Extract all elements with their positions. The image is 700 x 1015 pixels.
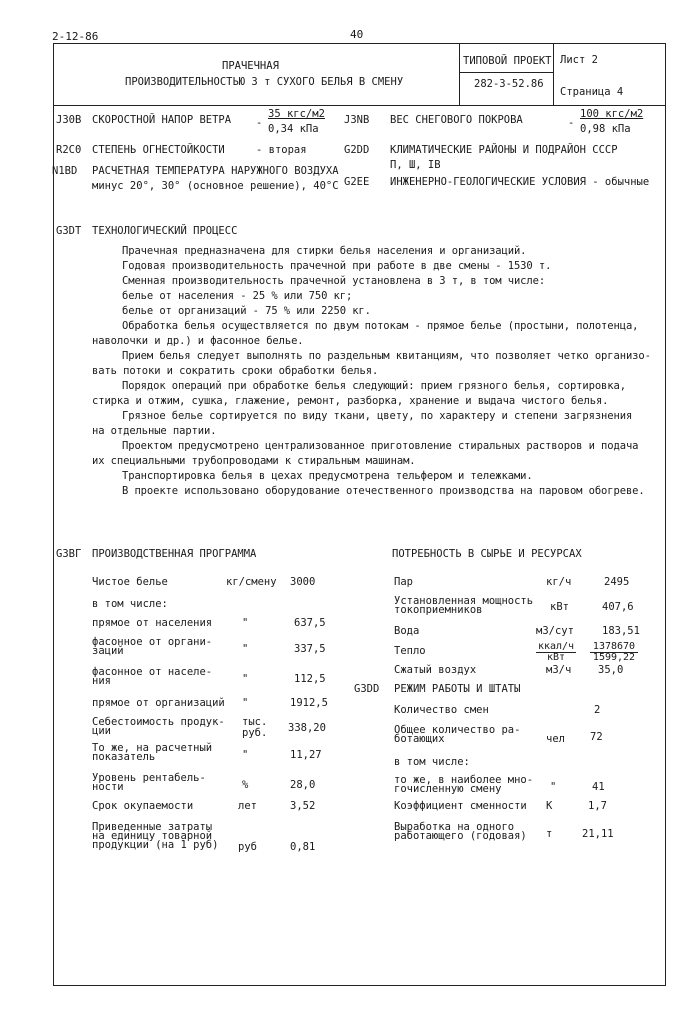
staff-row-value: 72 xyxy=(590,731,603,743)
program-row-name: ния xyxy=(92,675,111,687)
program-row-name: фасонное от органи- xyxy=(92,636,213,648)
resource-row-value: 407,6 xyxy=(602,601,634,613)
process-line: Транспортировка белья в цехах предусмотрена тельфером и тележками. xyxy=(122,470,533,482)
fire-label: СТЕПЕНЬ ОГНЕСТОЙКОСТИ xyxy=(92,144,225,156)
program-row-name: ции xyxy=(92,725,111,737)
heat-unit-fraction xyxy=(536,642,576,663)
process-line: Прием белья следует выполнять по раздельным квитанциям, что позволяет четко организо- xyxy=(122,350,651,362)
resource-row-unit: м3/сут xyxy=(536,625,574,637)
staff-row-name: ботающих xyxy=(394,733,445,745)
program-code: G3BГ xyxy=(56,548,82,560)
staff-row-value: 2 xyxy=(594,704,601,716)
date-stamp: 2-12-86 xyxy=(52,30,99,43)
staff-row-unit: " xyxy=(550,781,557,793)
program-row-name: Срок окупаемости xyxy=(92,800,194,812)
header-vdivider-1 xyxy=(459,43,460,105)
program-row-value: 637,5 xyxy=(294,617,326,629)
page-label: Страница 4 xyxy=(560,86,624,98)
resource-row-name: Пар xyxy=(394,576,413,588)
staff-row-value: 41 xyxy=(592,781,605,793)
process-line: Обработка белья осуществляется по двум потокам - прямое белье (простыни, полотенца, xyxy=(122,320,639,332)
program-row-name: продукции (на 1 руб) xyxy=(92,839,219,851)
resource-row-unit: кВт xyxy=(550,601,569,613)
header-hdivider xyxy=(459,72,553,73)
resource-row-name: Установленная мощность xyxy=(394,595,534,607)
geo-label: ИНЖЕНЕРНО-ГЕОЛОГИЧЕСКИЕ УСЛОВИЯ - обычные xyxy=(390,176,650,188)
program-row-unit: % xyxy=(242,779,249,791)
staff-row-name: в том числе: xyxy=(394,756,470,768)
program-row-unit: " xyxy=(242,697,249,709)
process-line: Грязное белье сортируется по виду ткани, цвету, по характеру и степени загрязнения xyxy=(122,410,633,422)
staff-row-name: то же, в наиболее мно- xyxy=(394,774,534,786)
resource-row-unit: м3/ч xyxy=(546,664,572,676)
snow-dash: - xyxy=(568,117,575,129)
staff-row-unit: чел xyxy=(546,733,565,745)
process-line: Годовая производительность прачечной при работе в две смены - 1530 т. xyxy=(122,260,552,272)
program-row-unit: лет xyxy=(238,800,257,812)
staff-title: РЕЖИМ РАБОТЫ И ШТАТЫ xyxy=(394,683,521,695)
heat-value-numerator: 1378670 xyxy=(590,642,638,653)
resource-row-value: 35,0 xyxy=(598,664,624,676)
staff-row-unit: К xyxy=(546,800,553,812)
heat-value-fraction xyxy=(590,642,638,663)
program-row-unit: руб xyxy=(238,841,257,853)
program-title: ПРОИЗВОДСТВЕННАЯ ПРОГРАММА xyxy=(92,548,257,560)
climate-regions: П, Ш, IВ xyxy=(390,159,441,171)
sheet-label: Лист 2 xyxy=(560,54,598,66)
temp-label: РАСЧЕТНАЯ ТЕМПЕРАТУРА НАРУЖНОГО ВОЗДУХА xyxy=(92,165,339,177)
staff-row-name: Количество смен xyxy=(394,704,489,716)
wind-value-kgs: 35 кгс/м2 xyxy=(268,108,325,120)
program-row-name: фасонное от населе- xyxy=(92,666,213,678)
staff-row-unit: т xyxy=(546,828,553,840)
process-line: Порядок операций при обработке белья следующий: прием грязного белья, сортировка, xyxy=(122,380,626,392)
program-row-unit: " xyxy=(242,617,249,629)
wind-code: J30B xyxy=(56,114,82,126)
page-number: 40 xyxy=(350,28,364,41)
process-line: Прачечная предназначена для стирки белья населения и организаций. xyxy=(122,245,527,257)
wind-label: СКОРОСТНОЙ НАПОР ВЕТРА xyxy=(92,114,232,126)
program-row-name: То же, на расчетный xyxy=(92,742,213,754)
program-row-name: заций xyxy=(92,645,124,657)
process-line: белье от организаций - 75 % или 2250 кг. xyxy=(122,305,371,317)
staff-row-name: Выработка на одного xyxy=(394,821,515,833)
snow-value-kgs: 100 кгс/м2 xyxy=(580,108,644,120)
staff-row-name: гочисленную смену xyxy=(394,783,502,795)
resource-row-name: Сжатый воздух xyxy=(394,664,477,676)
climate-code: G2DD xyxy=(344,144,370,156)
resources-title: ПОТРЕБНОСТЬ В СЫРЬЕ И РЕСУРСАХ xyxy=(392,548,582,560)
temp-values: минус 20°, 30° (основное решение), 40°С xyxy=(92,180,339,192)
staff-row-name: работающего (годовая) xyxy=(394,830,527,842)
resource-row-unit: кг/ч xyxy=(546,576,572,588)
resource-row-name: токоприемников xyxy=(394,604,483,616)
program-row-value: 1912,5 xyxy=(290,697,328,709)
program-row-name: Себестоимость продук- xyxy=(92,716,225,728)
temp-code: N1BD xyxy=(52,165,78,177)
process-line: белье от населения - 25 % или 750 кг; xyxy=(122,290,353,302)
program-row-name: в том числе: xyxy=(92,598,168,610)
resource-row-name: Тепло xyxy=(394,645,426,657)
program-row-value: 28,0 xyxy=(290,779,316,791)
staff-row-name: Коэффициент сменности xyxy=(394,800,527,812)
program-row-value: 0,81 xyxy=(290,841,316,853)
program-row-unit: " xyxy=(242,673,249,685)
process-line: вать потоки и сократить сроки обработки белья. xyxy=(92,365,379,377)
heat-unit-numerator: ккал/ч xyxy=(537,641,575,652)
snow-value-kpa: 0,98 кПа xyxy=(580,123,631,135)
program-row-value: 337,5 xyxy=(294,643,326,655)
staff-row-value: 1,7 xyxy=(588,800,607,812)
program-row-name: Уровень рентабель- xyxy=(92,772,206,784)
wind-value-kpa: 0,34 кПа xyxy=(268,123,319,135)
project-number: 282-3-52.86 xyxy=(474,78,544,90)
resource-row-value: 183,51 xyxy=(602,625,640,637)
fire-code: R2C0 xyxy=(56,144,82,156)
program-row-value: 11,27 xyxy=(290,749,322,761)
fire-value: - вторая xyxy=(256,144,307,156)
program-row-value: 112,5 xyxy=(294,673,326,685)
program-row-value: 338,20 xyxy=(288,722,326,734)
program-row-value: 3,52 xyxy=(290,800,316,812)
program-row-name: на единицу товарной xyxy=(92,830,213,842)
program-row-name: Чистое белье xyxy=(92,576,168,588)
header-vdivider-2 xyxy=(553,43,554,105)
program-row-name: ности xyxy=(92,781,124,793)
process-line: Сменная производительность прачечной установлена в 3 т, в том числе: xyxy=(122,275,546,287)
document-title-line2: ПРОИЗВОДИТЕЛЬНОСТЬЮ 3 т СУХОГО БЕЛЬЯ В СМЕНУ xyxy=(125,76,404,88)
project-label: ТИПОВОЙ ПРОЕКТ xyxy=(463,55,552,67)
climate-label: КЛИМАТИЧЕСКИЕ РАЙОНЫ И ПОДРАЙОН СССР xyxy=(390,144,618,156)
program-row-unit: " xyxy=(242,749,249,761)
resource-row-value: 2495 xyxy=(604,576,630,588)
program-row-name: показатель xyxy=(92,751,156,763)
staff-row-value: 21,11 xyxy=(582,828,614,840)
document-title-line1: ПРАЧЕЧНАЯ xyxy=(222,60,279,72)
resource-row-name: Вода xyxy=(394,625,420,637)
program-row-unit: тыс. xyxy=(242,716,268,728)
header-divider xyxy=(53,105,665,106)
staff-code: G3DD xyxy=(354,683,380,695)
program-row-unit: руб. xyxy=(242,727,268,739)
snow-code: J3NB xyxy=(344,114,370,126)
process-line: наволочки и др.) и фасонное белье. xyxy=(92,335,304,347)
geo-code: G2EE xyxy=(344,176,370,188)
process-line: на отдельные партии. xyxy=(92,425,217,437)
wind-dash: - xyxy=(256,117,263,129)
process-title: ТЕХНОЛОГИЧЕСКИЙ ПРОЦЕСС xyxy=(92,225,238,237)
process-line: Проектом предусмотрено централизованное приготовление стиральных растворов и подача xyxy=(122,440,639,452)
process-line: В проекте использовано оборудование отечественного производства на паровом обогреве. xyxy=(122,485,645,497)
program-row-unit: кг/смену xyxy=(226,576,277,588)
program-row-name: Приведенные затраты xyxy=(92,821,213,833)
program-row-name: прямое от организаций xyxy=(92,697,225,709)
program-row-name: прямое от населения xyxy=(92,617,213,629)
process-code: G3DT xyxy=(56,225,82,237)
staff-row-name: Общее количество ра- xyxy=(394,724,521,736)
program-row-value: 3000 xyxy=(290,576,316,588)
snow-label: ВЕС СНЕГОВОГО ПОКРОВА xyxy=(390,114,523,126)
process-line: их специальными трубопроводами к стиральным машинам. xyxy=(92,455,416,467)
heat-unit-denominator: кВт xyxy=(546,652,566,663)
process-line: стирка и отжим, сушка, глажение, ремонт, разборка, хранение и выдача чистого белья. xyxy=(92,395,609,407)
heat-value-denominator: 1599,22 xyxy=(592,652,636,663)
program-row-unit: " xyxy=(242,643,249,655)
